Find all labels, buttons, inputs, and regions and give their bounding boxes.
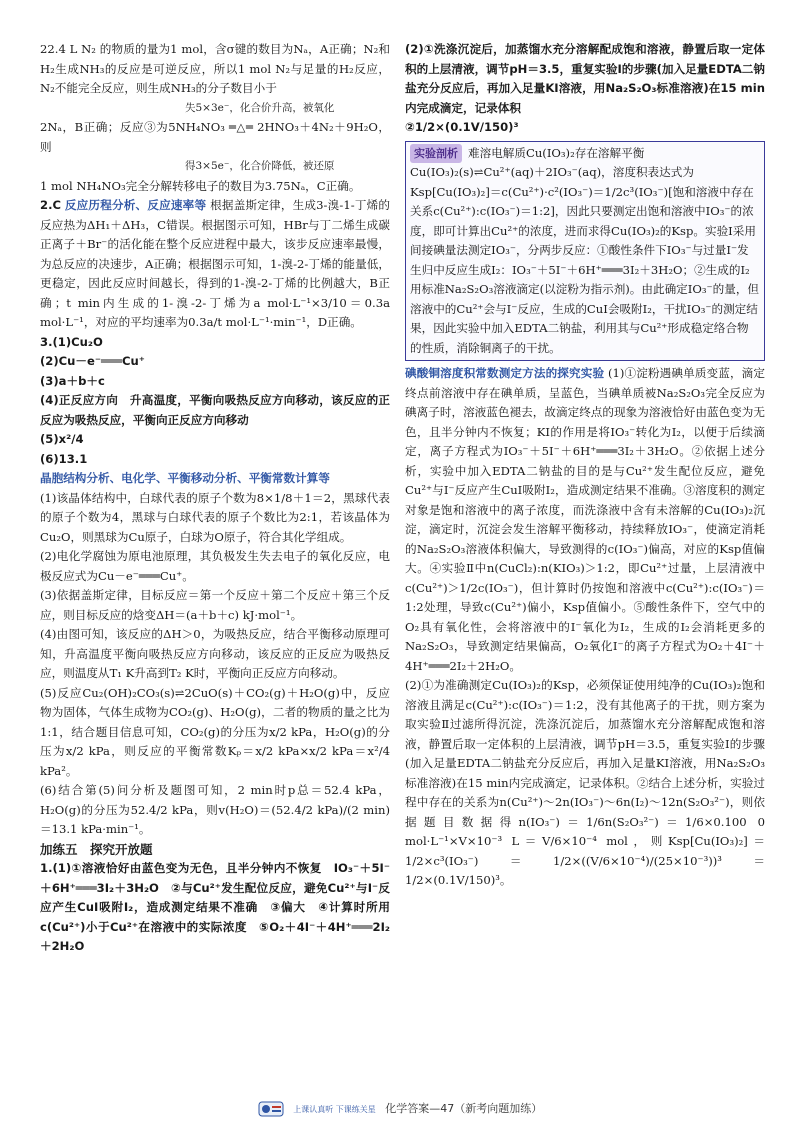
q3-line-5: (5)x²/4 [40, 432, 84, 446]
right-column [405, 40, 765, 891]
q3-explain-6: (6)结合第(5)问分析及题图可知，2 min时p总＝52.4 kPa，H₂O(g)的分压为52.4/2 kPa，则v(H₂O)＝(52.4/2 kPa)/(2 min)＝13.1 kPa·min⁻¹。 [40, 783, 390, 836]
q2-formula-answer: ②1/2×(0.1V/150)³ [405, 120, 519, 134]
footer-logo-text: 上课认真听 下课练关星 [293, 1105, 376, 1114]
reaction-equation: 2Nₐ，B正确；反应③为5NH₄NO₃ ═△═ 2HNO₃＋4N₂＋9H₂O，则 [40, 120, 390, 154]
q1-conclusion: 1 mol NH₄NO₃完全分解转移电子的数目为3.75Nₐ，C正确。 [40, 178, 361, 193]
right-keywords: 碘酸铜溶度积常数测定方法的探究实验 [405, 366, 605, 380]
footer-page-label: 化学答案—47（新考向题加练） [385, 1102, 543, 1115]
right-explain-text: (1)①淀粉遇碘单质变蓝，滴定终点前溶液中存在碘单质，呈蓝色，当碘单质被Na₂S₂O₃完全反应为碘离子时，溶液蓝色褪去，故滴定终点的现象为溶液恰好由蓝色变为无色，且半分钟内不恢复；KI的作用是将IO₃⁻转化为I₂，以便于后续滴定，离子方程式为IO₃⁻＋5I⁻＋6H⁺═══3I₂＋3H₂O。②依据上述分析，实验中加入EDTA二钠盐的目的是与Cu²⁺发生配位反应，避免Cu²⁺与I⁻反应产生CuI吸附I₂，造成测定结果不准确。③溶度积的测定对象是饱和溶液中的离子浓度，而洗涤液中含有未溶解的Cu(IO₃)₂沉淀，滴定时，沉淀会发生溶解平衡移动，持续释放IO₃⁻，使滴定消耗的Na₂S₂O₃溶液体积偏大，导致测得的c(IO₃⁻)偏高，对应的Ksp值偏大。④实验Ⅱ中n(CuCl₂):n(KIO₃)＞1:2，即Cu²⁺过量，上层清液中c(Cu²⁺)＞1/2c(IO₃⁻)，但计算时仍按饱和溶液中c(Cu²⁺):c(IO₃⁻)＝1:2处理，导致c(Cu²⁺)偏小，Ksp值偏小。⑤酸性条件下，空气中的O₂具有氧化性，会将溶液中的I⁻氧化为I₂，生成的I₂会消耗更多的Na₂S₂O₃，导致测定结果偏高，O₂氧化I⁻的离子方程式为O₂＋4I⁻＋4H⁺═══2I₂＋2H₂O。 [405, 366, 765, 673]
q3-line-3: (3)a＋b＋c [40, 373, 105, 388]
experiment-analysis-tag: 实验剖析 [410, 144, 462, 164]
q3-line-6: (6)13.1 [40, 451, 88, 466]
q3-explain-2: (2)电化学腐蚀为原电池原理，其负极发生失去电子的氧化反应，电极反应式为Cu－e⁻═══Cu⁺。 [40, 549, 390, 583]
q3-keywords: 晶胞结构分析、电化学、平衡移动分析、平衡常数计算等 [40, 471, 330, 485]
q2-part-answer: (2)①洗涤沉淀后，加蒸馏水充分溶解配成饱和溶液，静置后取一定体积的上层清液，调节pH＝3.5，重复实验Ⅰ的步骤(加入足量EDTA二钠盐充分反应后，再加入足量KI溶液，用Na₂S₂O₃标准溶液)在15 min内完成滴定，记录体积 [405, 42, 765, 115]
q2-keywords: 反应历程分析、反应速率等 [64, 198, 207, 212]
exp-q1-answer: 1.(1)①溶液恰好由蓝色变为无色，且半分钟内不恢复 IO₃⁻＋5I⁻＋6H⁺═══3I₂＋3H₂O ②与Cu²⁺发生配位反应，避免Cu²⁺与I⁻反应产生CuI吸附I₂，造成测定结果不准确 ③偏大 ④计算时所用c(Cu²⁺)小于Cu²⁺在溶液中的实际浓度 ⑤O₂＋4I⁻＋4H⁺═══2I₂＋2H₂O [40, 861, 390, 953]
q3-line-4: (4)正反应方向 升高温度，平衡向吸热反应方向移动，该反应的正反应为吸热反应，平衡向正反应方向移动 [40, 393, 390, 427]
section-title: 加练五 探究开放题 [40, 841, 153, 857]
q3-explain-1: (1)该晶体结构中，白球代表的原子个数为8×1/8＋1＝2，黑球代表的原子个数为4，黑球与白球代表的原子个数比为2:1，若该晶体为Cu₂O，则黑球为Cu原子，白球为O原子，符合其化学组成。 [40, 490, 390, 544]
right-explain-1 [405, 364, 765, 676]
q2-text: 根据盖斯定律，生成3-溴-1-丁烯的反应热为ΔH₁＋ΔH₃，C错误。根据图示可知，HBr与丁二烯生成碳正离子＋Br⁻的活化能在整个反应进程中最大，该步反应速率最慢，为总反应的决速步，A正确；根据图示可知，1-溴-2-丁烯的能量低，更稳定，因此反应时间越长，得到的1-溴-2-丁烯的比例越大，B正确；t min内生成的1-溴-2-丁烯为a mol·L⁻¹×3/10＝0.3a mol·L⁻¹，对应的平均速率为0.3a/t mol·L⁻¹·min⁻¹，D正确。 [40, 198, 390, 329]
left-column [40, 40, 390, 957]
annotation-oxidized: 失5×3e⁻，化合价升高，被氧化 [185, 101, 335, 114]
q2-label: 2.C [40, 198, 61, 212]
experiment-analysis-box [405, 141, 765, 362]
q2-answer [40, 196, 390, 333]
annotation-reduced: 得3×5e⁻，化合价降低，被还原 [185, 160, 335, 172]
q3-line-1: 3.(1)Cu₂O [40, 334, 103, 349]
right-explain-2: (2)①为准确测定Cu(IO₃)₂的Ksp，必须保证使用纯净的Cu(IO₃)₂饱和溶液且满足c(Cu²⁺):c(IO₃⁻)＝1:2，没有其他离子的干扰，则方案为取实验Ⅱ过滤所得沉淀，洗涤沉淀后，加蒸馏水充分溶解配成饱和溶液，静置后取一定体积的上层清液，调节pH＝3.5，重复实验Ⅰ的步骤(加入足量EDTA二钠盐充分反应后，再加入足量KI溶液，用Na₂S₂O₃标准溶液)在15 min内完成滴定，记录体积。②结合上述分析，实验过程中存在的关系为n(Cu²⁺)～2n(IO₃⁻)～6n(I₂)～12n(S₂O₃²⁻)，则依据题目数据得n(IO₃⁻)＝1/6n(S₂O₃²⁻)＝1/6×0.100 0 mol·L⁻¹×V×10⁻³ L＝V/6×10⁻⁴ mol，则Ksp[Cu(IO₃)₂]＝1/2×c³(IO₃⁻)＝1/2×((V/6×10⁻⁴)/(25×10⁻³))³＝1/2×(0.1V/150)³。 [405, 678, 765, 887]
q3-explain-5: (5)反应Cu₂(OH)₂CO₃(s)⇌2CuO(s)＋CO₂(g)＋H₂O(g)中，反应物为固体，气体生成物为CO₂(g)、H₂O(g)，二者的物质的量之比为1:1，结合题目信息可知，CO₂(g)的分压为x/2 kPa，H₂O(g)的分压为x/2 kPa，则反应的平衡常数Kₚ＝x/2 kPa×x/2 kPa＝x²/4 kPa²。 [40, 685, 390, 778]
page-footer [0, 1100, 800, 1117]
publisher-logo-icon [258, 1101, 284, 1117]
q1-continued-text: 22.4 L N₂ 的物质的量为1 mol，含σ键的数目为Nₐ，A正确；N₂和H₂生成NH₃的反应是可逆反应，所以1 mol N₂与足量的H₂反应，N₂不能完全反应，则生成NH₃的分子数目小于 [40, 42, 390, 95]
q3-line-2: (2)Cu－e⁻═══Cu⁺ [40, 354, 145, 368]
q3-explain-4: (4)由图可知，该反应的ΔH＞0，为吸热反应，结合平衡移动原理可知，升高温度平衡向吸热反应方向移动，该反应的正反应为吸热反应，则温度从T₁ K升高到T₂ K时，平衡向正反应方向移动。 [40, 627, 390, 680]
experiment-analysis-text: 难溶电解质Cu(IO₃)₂存在溶解平衡Cu(IO₃)₂(s)⇌Cu²⁺(aq)＋2IO₃⁻(aq)，溶度积表达式为Ksp[Cu(IO₃)₂]＝c(Cu²⁺)·c²(IO₃⁻)＝1/2c³(IO₃⁻)[饱和溶液中存在关系c(Cu²⁺):c(IO₃⁻)＝1:2]，因此只要测定出饱和溶液中IO₃⁻的浓度，即可计算出Cu²⁺的浓度，进而求得Cu(IO₃)₂的Ksp。实验Ⅰ采用间接碘量法测定IO₃⁻，分两步反应：①酸性条件下IO₃⁻与过量I⁻发生归中反应生成I₂：IO₃⁻＋5I⁻＋6H⁺═══3I₂＋3H₂O；②生成的I₂用标准Na₂S₂O₃溶液滴定(以淀粉为指示剂)。由此确定IO₃⁻的量，但溶液中的Cu²⁺会与I⁻反应，生成的CuI会吸附I₂，干扰IO₃⁻的测定结果，因此实验中加入EDTA二钠盐，利用其与Cu²⁺形成稳定络合物的性质，消除铜离子的干扰。 [410, 145, 760, 355]
q3-explain-3: (3)依据盖斯定律，目标反应＝第一个反应＋第二个反应＋第三个反应，则目标反应的焓变ΔH＝(a＋b＋c) kJ·mol⁻¹。 [40, 588, 390, 622]
